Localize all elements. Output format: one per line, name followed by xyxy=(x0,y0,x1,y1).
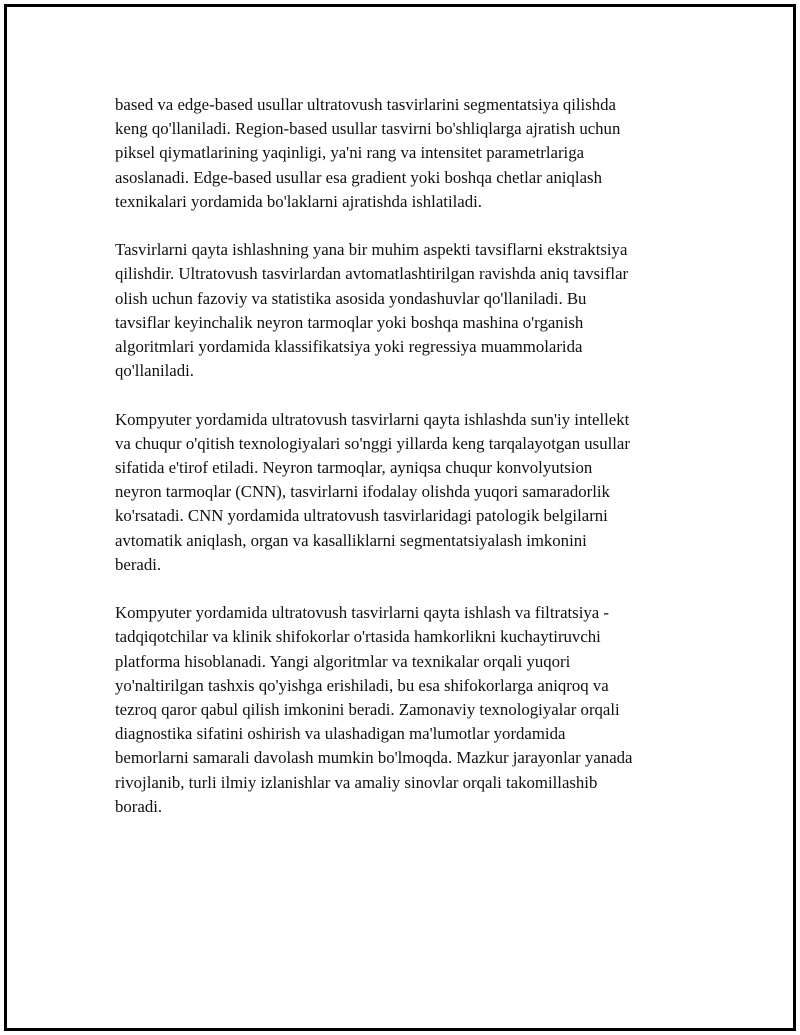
text-line: va chuqur o'qitish texnologiyalari so'nggi yillarda keng tarqalayotgan usullar xyxy=(115,433,630,453)
text-line: tadqiqotchilar va klinik shifokorlar o'rtasida hamkorlikni kuchaytiruvchi xyxy=(115,627,601,647)
text-line: bemorlarni samarali davolash mumkin bo'lmoqda. Mazkur jarayonlar yanada xyxy=(115,748,633,768)
text-line: texnikalari yordamida bo'laklarni ajratishda ishlatiladi. xyxy=(115,191,482,211)
text-line: asoslanadi. Edge-based usullar esa gradient yoki boshqa chetlar aniqlash xyxy=(115,167,602,187)
text-line: algoritmlari yordamida klassifikatsiya yoki regressiya muammolarida xyxy=(115,337,583,357)
text-line: yo'naltirilgan tashxis qo'yishga erishiladi, bu esa shifokorlarga aniqroq va xyxy=(115,675,609,695)
text-line: ko'rsatadi. CNN yordamida ultratovush tasvirlaridagi patologik belgilarni xyxy=(115,506,608,526)
text-line: sifatida e'tirof etiladi. Neyron tarmoqlar, ayniqsa chuqur konvolyutsion xyxy=(115,458,593,478)
text-line: rivojlanib, turli ilmiy izlanishlar va amaliy sinovlar orqali takomillashib xyxy=(115,772,598,792)
text-line: diagnostika sifatini oshirish va ulashadigan ma'lumotlar yordamida xyxy=(115,724,566,744)
text-line: boradi. xyxy=(115,796,163,816)
text-line: Kompyuter yordamida ultratovush tasvirlarni qayta ishlash va filtratsiya - xyxy=(115,603,609,623)
text-line: olish uchun fazoviy va statistika asosida yondashuvlar qo'llaniladi. Bu xyxy=(115,288,587,308)
text-line: keng qo'llaniladi. Region-based usullar tasvirni bo'shliqlarga ajratish uchun xyxy=(115,119,621,139)
text-line: beradi. xyxy=(115,554,162,574)
text-line: qilishdir. Ultratovush tasvirlardan avtomatlashtirilgan ravishda aniq tavsiflar xyxy=(115,264,629,284)
text-line: piksel qiymatlarining yaqinligi, ya'ni rang va intensitet parametrlariga xyxy=(115,143,585,163)
text-line: platforma hisoblanadi. Yangi algoritmlar va texnikalar orqali yuqori xyxy=(115,651,571,671)
text-line: tavsiflar keyinchalik neyron tarmoqlar yoki boshqa mashina o'rganish xyxy=(115,312,584,332)
paragraph-3 xyxy=(115,408,695,577)
paragraph-1 xyxy=(115,93,695,214)
paragraph-4 xyxy=(115,601,695,819)
text-line: avtomatik aniqlash, organ va kasalliklarni segmentatsiyalash imkonini xyxy=(115,530,587,550)
text-line: tezroq qaror qabul qilish imkonini beradi. Zamonaviy texnologiyalar orqali xyxy=(115,700,620,720)
paragraph-2 xyxy=(115,238,695,383)
text-line: based va edge-based usullar ultratovush tasvirlarini segmentatsiya qilishda xyxy=(115,95,616,114)
text-line: Kompyuter yordamida ultratovush tasvirlarni qayta ishlashda sun'iy intellekt xyxy=(115,409,630,429)
text-line: Tasvirlarni qayta ishlashning yana bir muhim aspekti tavsiflarni ekstraktsiya xyxy=(115,240,628,260)
document-body xyxy=(115,93,695,843)
text-line: neyron tarmoqlar (CNN), tasvirlarni ifodalay olishda yuqori samaradorlik xyxy=(115,482,610,502)
text-line: qo'llaniladi. xyxy=(115,361,194,381)
